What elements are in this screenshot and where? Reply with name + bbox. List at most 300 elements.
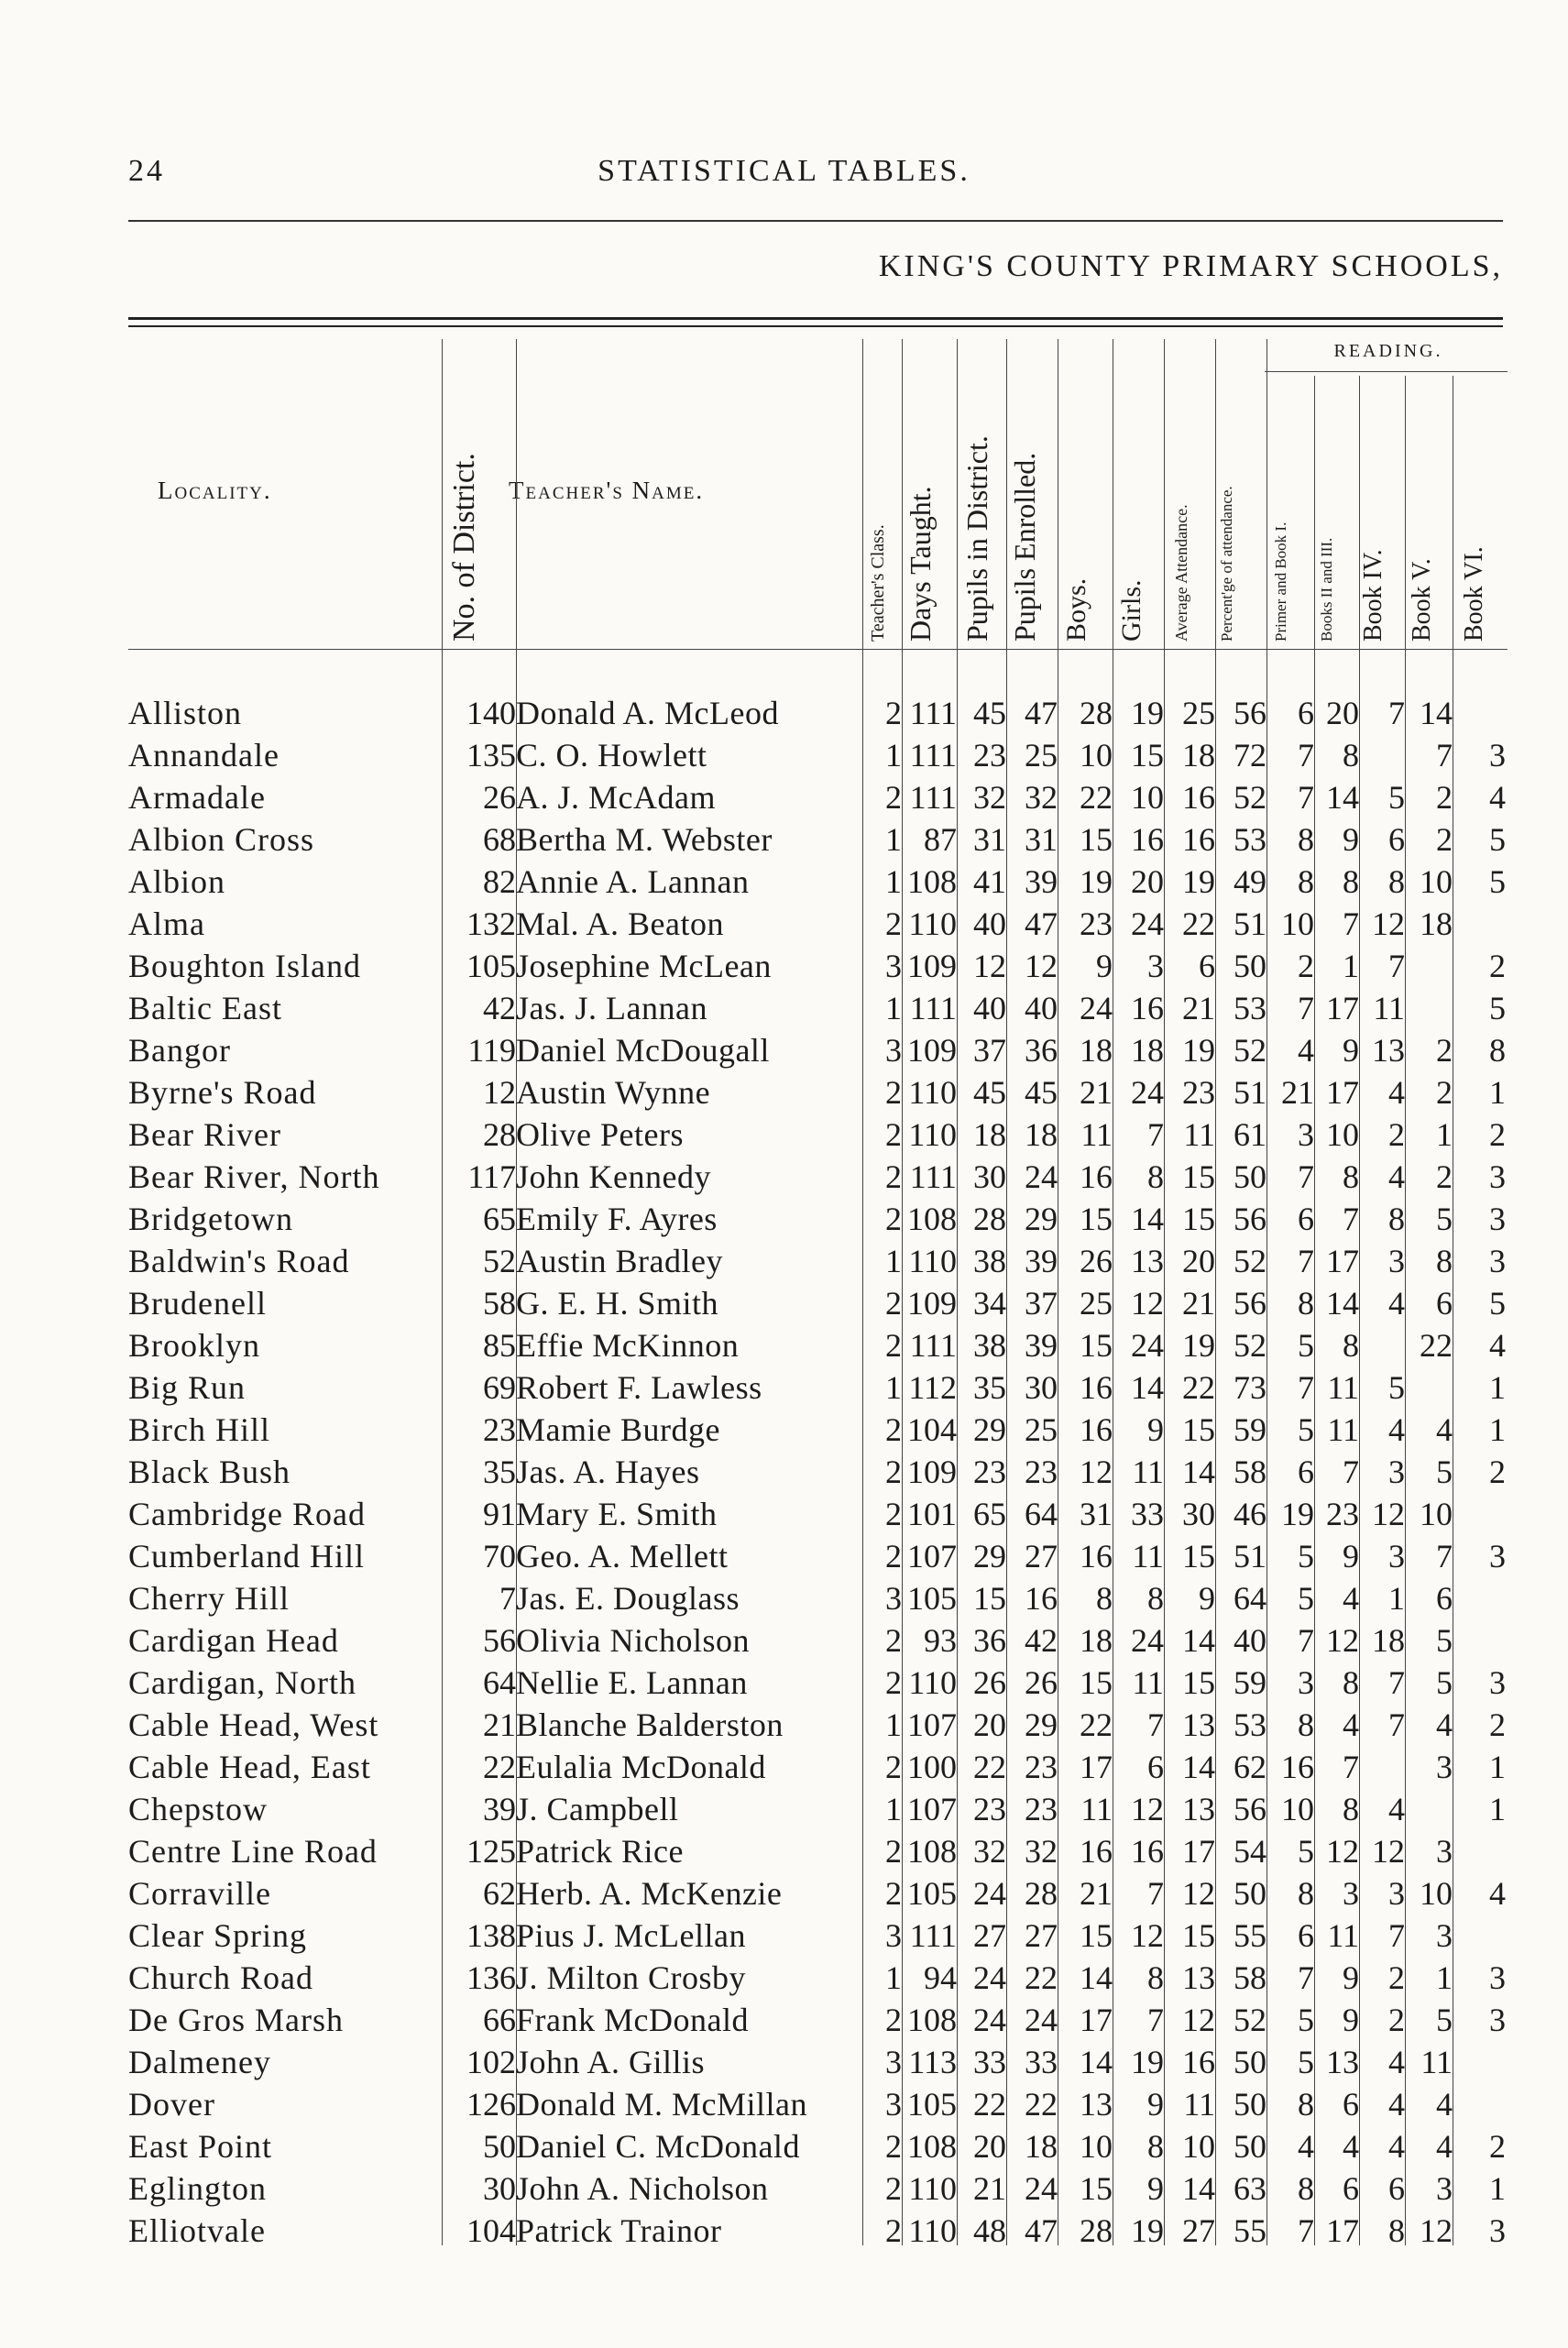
- average-attendance-cell: 11: [1183, 1116, 1215, 1153]
- books-2-3-cell: 9: [1343, 1032, 1359, 1069]
- pupils-enrolled-cell: 23: [1025, 1749, 1058, 1785]
- book4-cell: 5: [1388, 779, 1405, 816]
- books-2-3-cell: 12: [1326, 1622, 1359, 1659]
- teacher-class-cell: 1: [885, 1706, 902, 1743]
- girls-cell: 12: [1131, 1917, 1164, 1954]
- books-2-3-cell: 6: [1343, 2086, 1359, 2123]
- teacher-class-cell: 3: [885, 2086, 902, 2123]
- teacher-class-cell: 2: [885, 1833, 902, 1870]
- pupils-enrolled-cell: 22: [1025, 1959, 1058, 1996]
- teacher-name-cell: Mary E. Smith: [516, 1496, 718, 1532]
- pupils-in-district-cell: 15: [973, 1580, 1006, 1617]
- percent-attendance-cell: 52: [1234, 779, 1266, 816]
- header-girls: Girls.: [1116, 579, 1146, 642]
- boys-cell: 10: [1080, 2128, 1113, 2165]
- teacher-class-cell: 2: [885, 2212, 902, 2249]
- district-no-cell: 91: [483, 1496, 516, 1532]
- books-2-3-cell: 11: [1327, 1369, 1359, 1406]
- book4-cell: 18: [1372, 1622, 1405, 1659]
- teacher-name-cell: Eulalia McDonald: [516, 1749, 766, 1785]
- book6-cell: 1: [1489, 2170, 1506, 2207]
- locality-cell: Cardigan, North: [128, 1664, 356, 1701]
- district-no-cell: 21: [483, 1706, 516, 1743]
- teacher-class-cell: 2: [885, 1875, 902, 1912]
- percent-attendance-cell: 50: [1234, 2044, 1266, 2080]
- book4-cell: [1359, 734, 1405, 776]
- table-row: [128, 861, 1506, 903]
- header-teacher-class: Teacher's Class.: [868, 524, 888, 642]
- book5-cell: 1: [1436, 1116, 1453, 1153]
- book6-cell: [1453, 2083, 1506, 2125]
- book5-cell: 12: [1420, 2212, 1453, 2249]
- header-pupils-enrolled: Pupils Enrolled.: [1008, 452, 1041, 642]
- teacher-class-cell: 1: [885, 1243, 902, 1279]
- percent-attendance-cell: 56: [1234, 1791, 1266, 1827]
- pupils-in-district-cell: 40: [973, 990, 1006, 1026]
- district-no-cell: 62: [483, 1875, 516, 1912]
- percent-attendance-cell: 55: [1234, 2212, 1266, 2249]
- pupils-in-district-cell: 40: [973, 905, 1006, 942]
- boys-cell: 9: [1096, 948, 1113, 984]
- boys-cell: 11: [1080, 1791, 1113, 1827]
- boys-cell: 18: [1080, 1032, 1113, 1069]
- primer-book1-cell: 7: [1298, 737, 1314, 774]
- teacher-name-cell: Emily F. Ayres: [516, 1201, 718, 1237]
- average-attendance-cell: 12: [1182, 1875, 1215, 1912]
- primer-book1-cell: 4: [1298, 1032, 1314, 1069]
- table-row: [128, 1451, 1506, 1493]
- teacher-class-cell: 2: [885, 1074, 902, 1111]
- pupils-in-district-cell: 45: [973, 695, 1006, 731]
- book6-cell: 3: [1489, 1243, 1506, 1279]
- percent-attendance-cell: 73: [1234, 1369, 1266, 1406]
- average-attendance-cell: 15: [1182, 1201, 1215, 1237]
- locality-cell: Corraville: [128, 1875, 271, 1912]
- table-row: [128, 1282, 1506, 1324]
- teacher-name-cell: Frank McDonald: [516, 2002, 749, 2038]
- locality-cell: Cable Head, East: [128, 1749, 371, 1785]
- pupils-in-district-cell: 37: [973, 1032, 1006, 1069]
- average-attendance-cell: 14: [1182, 2170, 1215, 2207]
- books-2-3-cell: 9: [1343, 1538, 1359, 1574]
- days-taught-cell: 112: [908, 1369, 957, 1406]
- district-no-cell: 132: [466, 905, 516, 942]
- book5-cell: [1405, 987, 1453, 1029]
- pupils-in-district-cell: 26: [973, 1664, 1006, 1701]
- average-attendance-cell: 15: [1182, 1158, 1215, 1195]
- pupils-in-district-cell: 34: [973, 1285, 1006, 1322]
- teacher-class-cell: 3: [885, 1917, 902, 1954]
- table-row: [128, 1872, 1506, 1915]
- teacher-class-cell: 1: [885, 1959, 902, 1996]
- book6-cell: [1453, 1493, 1506, 1535]
- books-2-3-cell: 9: [1343, 1959, 1359, 1996]
- average-attendance-cell: 22: [1182, 1369, 1215, 1406]
- pupils-enrolled-cell: 37: [1025, 1285, 1058, 1322]
- pupils-enrolled-cell: 42: [1025, 1622, 1058, 1659]
- girls-cell: 14: [1131, 1369, 1164, 1406]
- girls-cell: 15: [1131, 737, 1164, 774]
- percent-attendance-cell: 59: [1234, 1664, 1266, 1701]
- pupils-enrolled-cell: 27: [1025, 1538, 1058, 1574]
- district-no-cell: 82: [483, 863, 516, 900]
- boys-cell: 28: [1080, 2212, 1113, 2249]
- teacher-class-cell: 2: [885, 2170, 902, 2207]
- books-2-3-cell: 11: [1327, 1411, 1359, 1448]
- primer-book1-cell: 7: [1298, 1158, 1314, 1195]
- teacher-name-cell: Geo. A. Mellett: [516, 1538, 729, 1574]
- teacher-name-cell: Austin Bradley: [516, 1243, 723, 1279]
- table-row: [128, 1324, 1506, 1366]
- locality-cell: Cardigan Head: [128, 1622, 339, 1659]
- teacher-class-cell: 3: [885, 2044, 902, 2080]
- table-row: [128, 1662, 1506, 1704]
- book5-cell: 10: [1420, 863, 1453, 900]
- average-attendance-cell: 10: [1182, 2128, 1215, 2165]
- book6-cell: 1: [1489, 1411, 1506, 1448]
- days-taught-cell: 110: [908, 1664, 957, 1701]
- book5-cell: [1405, 1788, 1453, 1830]
- book4-cell: 3: [1388, 1538, 1405, 1574]
- girls-cell: 19: [1131, 695, 1164, 731]
- pupils-in-district-cell: 36: [973, 1622, 1006, 1659]
- book4-cell: 2: [1388, 2002, 1405, 2038]
- locality-cell: Albion: [128, 863, 226, 900]
- book4-cell: 4: [1388, 2044, 1405, 2080]
- books-2-3-cell: 4: [1343, 2128, 1359, 2165]
- pupils-in-district-cell: 24: [973, 2002, 1006, 2038]
- days-taught-cell: 108: [907, 2128, 957, 2165]
- district-no-cell: 39: [483, 1791, 516, 1827]
- teacher-class-cell: 2: [885, 779, 902, 816]
- average-attendance-cell: 14: [1182, 1454, 1215, 1490]
- primer-book1-cell: 5: [1298, 1833, 1314, 1870]
- girls-cell: 9: [1147, 2170, 1164, 2207]
- pupils-in-district-cell: 41: [973, 863, 1006, 900]
- books-2-3-cell: 17: [1326, 990, 1359, 1026]
- table-row: [128, 1619, 1506, 1662]
- book5-cell: 7: [1436, 737, 1453, 774]
- primer-book1-cell: 8: [1298, 1706, 1314, 1743]
- book5-cell: 4: [1436, 1706, 1453, 1743]
- books-2-3-cell: 13: [1326, 2044, 1359, 2080]
- locality-cell: Cherry Hill: [128, 1580, 290, 1617]
- book5-cell: 3: [1436, 1917, 1453, 1954]
- pupils-enrolled-cell: 27: [1025, 1917, 1058, 1954]
- boys-cell: 16: [1080, 1369, 1113, 1406]
- days-taught-cell: 94: [924, 1959, 957, 1996]
- district-no-cell: 69: [483, 1369, 516, 1406]
- table-row: [128, 1156, 1506, 1198]
- book4-cell: 7: [1388, 1664, 1405, 1701]
- percent-attendance-cell: 50: [1234, 1875, 1266, 1912]
- teacher-name-cell: Bertha M. Webster: [516, 821, 773, 858]
- pupils-in-district-cell: 23: [973, 1454, 1006, 1490]
- pupils-enrolled-cell: 31: [1025, 821, 1058, 858]
- primer-book1-cell: 7: [1298, 990, 1314, 1026]
- pupils-in-district-cell: 20: [973, 2128, 1006, 2165]
- pupils-in-district-cell: 45: [973, 1074, 1006, 1111]
- book6-cell: 3: [1489, 1158, 1506, 1195]
- books-2-3-cell: 11: [1327, 1917, 1359, 1954]
- pupils-in-district-cell: 12: [973, 948, 1006, 984]
- book4-cell: 4: [1388, 2086, 1405, 2123]
- teacher-name-cell: Jas. E. Douglass: [516, 1580, 740, 1617]
- pupils-in-district-cell: 38: [973, 1243, 1006, 1279]
- pupils-in-district-cell: 23: [973, 737, 1006, 774]
- books-2-3-cell: 7: [1343, 1201, 1359, 1237]
- district-no-cell: 35: [483, 1454, 516, 1490]
- primer-book1-cell: 16: [1281, 1749, 1314, 1785]
- book4-cell: 8: [1388, 863, 1405, 900]
- book5-cell: 3: [1436, 1749, 1453, 1785]
- pupils-in-district-cell: 18: [973, 1116, 1006, 1153]
- boys-cell: 14: [1080, 1959, 1113, 1996]
- book4-cell: 7: [1388, 1917, 1405, 1954]
- book5-cell: 6: [1436, 1285, 1453, 1322]
- locality-cell: Cable Head, West: [128, 1706, 379, 1743]
- primer-book1-cell: 8: [1298, 821, 1314, 858]
- book6-cell: 4: [1489, 1327, 1506, 1364]
- locality-cell: Cambridge Road: [128, 1496, 366, 1532]
- days-taught-cell: 111: [909, 1917, 957, 1954]
- percent-attendance-cell: 49: [1234, 863, 1266, 900]
- book4-cell: [1359, 1324, 1405, 1366]
- table-row: [128, 1746, 1506, 1788]
- teacher-class-cell: 1: [885, 821, 902, 858]
- pupils-enrolled-cell: 32: [1025, 1833, 1058, 1870]
- locality-cell: Birch Hill: [128, 1411, 270, 1448]
- primer-book1-cell: 7: [1298, 1959, 1314, 1996]
- locality-cell: Centre Line Road: [128, 1833, 378, 1870]
- book5-cell: 8: [1436, 1243, 1453, 1279]
- table-row: [128, 2083, 1506, 2125]
- boys-cell: 10: [1080, 737, 1113, 774]
- boys-cell: 21: [1080, 1074, 1113, 1111]
- pupils-in-district-cell: 29: [973, 1411, 1006, 1448]
- district-no-cell: 56: [483, 1622, 516, 1659]
- table-row: [128, 2125, 1506, 2167]
- boys-cell: 15: [1080, 1327, 1113, 1364]
- books-2-3-cell: 7: [1343, 905, 1359, 942]
- book4-cell: 12: [1372, 905, 1405, 942]
- days-taught-cell: 110: [908, 1243, 957, 1279]
- girls-cell: 8: [1147, 1580, 1164, 1617]
- pupils-enrolled-cell: 24: [1025, 2170, 1058, 2207]
- boys-cell: 16: [1080, 1411, 1113, 1448]
- teacher-class-cell: 2: [885, 1158, 902, 1195]
- boys-cell: 12: [1080, 1454, 1113, 1490]
- girls-cell: 33: [1131, 1496, 1164, 1532]
- percent-attendance-cell: 40: [1234, 1622, 1266, 1659]
- girls-cell: 24: [1131, 1622, 1164, 1659]
- pupils-in-district-cell: 33: [973, 2044, 1006, 2080]
- days-taught-cell: 100: [907, 1749, 957, 1785]
- girls-cell: 18: [1131, 1032, 1164, 1069]
- district-no-cell: 125: [466, 1833, 516, 1870]
- average-attendance-cell: 30: [1182, 1496, 1215, 1532]
- girls-cell: 11: [1132, 1454, 1164, 1490]
- days-taught-cell: 108: [907, 1201, 957, 1237]
- book6-cell: 3: [1489, 1664, 1506, 1701]
- locality-cell: Boughton Island: [128, 948, 361, 984]
- book5-cell: 5: [1436, 1454, 1453, 1490]
- primer-book1-cell: 8: [1298, 2086, 1314, 2123]
- district-no-cell: 50: [483, 2128, 516, 2165]
- book6-cell: [1453, 692, 1506, 734]
- books-2-3-cell: 7: [1343, 1454, 1359, 1490]
- book4-cell: 2: [1388, 1959, 1405, 1996]
- girls-cell: 12: [1131, 1285, 1164, 1322]
- district-no-cell: 85: [483, 1327, 516, 1364]
- girls-cell: 11: [1132, 1664, 1164, 1701]
- percent-attendance-cell: 51: [1234, 1538, 1266, 1574]
- pupils-enrolled-cell: 45: [1025, 1074, 1058, 1111]
- percent-attendance-cell: 51: [1234, 1074, 1266, 1111]
- district-no-cell: 12: [483, 1074, 516, 1111]
- locality-cell: Cumberland Hill: [128, 1538, 365, 1574]
- teacher-class-cell: 2: [885, 695, 902, 731]
- primer-book1-cell: 10: [1281, 905, 1314, 942]
- days-taught-cell: 105: [907, 2086, 957, 2123]
- percent-attendance-cell: 62: [1234, 1749, 1266, 1785]
- header-average-attendance: Average Attendance.: [1172, 504, 1190, 642]
- book5-cell: 11: [1420, 2044, 1453, 2080]
- pupils-enrolled-cell: 22: [1025, 2086, 1058, 2123]
- book4-cell: 11: [1373, 990, 1405, 1026]
- book5-cell: 2: [1436, 821, 1453, 858]
- primer-book1-cell: 2: [1298, 948, 1314, 984]
- locality-cell: East Point: [128, 2128, 273, 2165]
- header-teacher-name: Teacher's Name.: [509, 477, 705, 504]
- table-title: KING'S COUNTY PRIMARY SCHOOLS,: [878, 249, 1503, 283]
- district-no-cell: 68: [483, 821, 516, 858]
- days-taught-cell: 110: [908, 1116, 957, 1153]
- primer-book1-cell: 5: [1298, 1411, 1314, 1448]
- table-row: [128, 1704, 1506, 1746]
- primer-book1-cell: 5: [1298, 1538, 1314, 1574]
- teacher-name-cell: A. J. McAdam: [516, 779, 716, 816]
- percent-attendance-cell: 54: [1234, 1833, 1266, 1870]
- average-attendance-cell: 19: [1182, 1327, 1215, 1364]
- average-attendance-cell: 15: [1182, 1538, 1215, 1574]
- days-taught-cell: 110: [908, 2170, 957, 2207]
- district-no-cell: 58: [483, 1285, 516, 1322]
- girls-cell: 6: [1147, 1749, 1164, 1785]
- books-2-3-cell: 6: [1343, 2170, 1359, 2207]
- book6-cell: 3: [1489, 1538, 1506, 1574]
- district-no-cell: 138: [466, 1917, 516, 1954]
- book6-cell: 2: [1489, 1116, 1506, 1153]
- book6-cell: [1453, 1830, 1506, 1872]
- boys-cell: 16: [1080, 1538, 1113, 1574]
- table-row: [128, 2210, 1506, 2252]
- table-row: [128, 776, 1506, 818]
- days-taught-cell: 110: [908, 2212, 957, 2249]
- locality-cell: Clear Spring: [128, 1917, 307, 1954]
- book4-cell: [1359, 1746, 1405, 1788]
- pupils-in-district-cell: 22: [973, 2086, 1006, 2123]
- district-no-cell: 42: [483, 990, 516, 1026]
- book5-cell: 2: [1436, 1158, 1453, 1195]
- district-no-cell: 117: [467, 1158, 516, 1195]
- books-2-3-cell: 4: [1343, 1580, 1359, 1617]
- header-locality: Locality.: [158, 477, 272, 504]
- average-attendance-cell: 15: [1182, 1411, 1215, 1448]
- primer-book1-cell: 19: [1281, 1496, 1314, 1532]
- district-no-cell: 104: [466, 2212, 516, 2249]
- table-row: [128, 1915, 1506, 1957]
- teacher-name-cell: C. O. Howlett: [516, 737, 707, 774]
- teacher-class-cell: 1: [885, 863, 902, 900]
- locality-cell: Big Run: [128, 1369, 247, 1406]
- book5-cell: 6: [1436, 1580, 1453, 1617]
- percent-attendance-cell: 56: [1234, 1285, 1266, 1322]
- average-attendance-cell: 13: [1182, 1959, 1215, 1996]
- book4-cell: 12: [1372, 1496, 1405, 1532]
- average-attendance-cell: 22: [1182, 905, 1215, 942]
- average-attendance-cell: 9: [1199, 1580, 1215, 1617]
- table-row: [128, 1788, 1506, 1830]
- table-row: [128, 1535, 1506, 1577]
- days-taught-cell: 107: [907, 1538, 957, 1574]
- locality-cell: De Gros Marsh: [128, 2002, 344, 2038]
- average-attendance-cell: 13: [1182, 1791, 1215, 1827]
- pupils-enrolled-cell: 25: [1025, 737, 1058, 774]
- table-row: [128, 1999, 1506, 2041]
- primer-book1-cell: 7: [1298, 2212, 1314, 2249]
- girls-cell: 9: [1147, 2086, 1164, 2123]
- district-no-cell: 64: [483, 1664, 516, 1701]
- books-2-3-cell: 20: [1326, 695, 1359, 731]
- girls-cell: 19: [1131, 2044, 1164, 2080]
- percent-attendance-cell: 56: [1234, 695, 1266, 731]
- table-row: [128, 1957, 1506, 1999]
- header-book6: Book VI.: [1460, 546, 1488, 642]
- book4-cell: 3: [1388, 1243, 1405, 1279]
- girls-cell: 7: [1147, 1116, 1164, 1153]
- table-row: [128, 818, 1506, 861]
- average-attendance-cell: 16: [1182, 779, 1215, 816]
- average-attendance-cell: 15: [1182, 1917, 1215, 1954]
- table-row: [128, 1198, 1506, 1240]
- books-2-3-cell: 17: [1326, 1243, 1359, 1279]
- district-no-cell: 136: [466, 1959, 516, 1996]
- average-attendance-cell: 17: [1182, 1833, 1215, 1870]
- percent-attendance-cell: 58: [1234, 1959, 1266, 1996]
- boys-cell: 15: [1080, 1917, 1113, 1954]
- teacher-class-cell: 2: [885, 1327, 902, 1364]
- teacher-name-cell: John A. Nicholson: [516, 2170, 769, 2207]
- girls-cell: 24: [1131, 1327, 1164, 1364]
- books-2-3-cell: 8: [1343, 737, 1359, 774]
- books-2-3-cell: 8: [1343, 1791, 1359, 1827]
- teacher-class-cell: 1: [885, 1369, 902, 1406]
- teacher-name-cell: Donald A. McLeod: [516, 695, 779, 731]
- locality-cell: Annandale: [128, 737, 280, 774]
- boys-cell: 25: [1080, 1285, 1113, 1322]
- days-taught-cell: 109: [907, 1285, 957, 1322]
- pupils-enrolled-cell: 23: [1025, 1454, 1058, 1490]
- boys-cell: 19: [1080, 863, 1113, 900]
- pupils-in-district-cell: 32: [973, 779, 1006, 816]
- percent-attendance-cell: 46: [1234, 1496, 1266, 1532]
- header-percent-attendance: Percent'ge of attendance.: [1218, 486, 1235, 642]
- teacher-name-cell: J. Milton Crosby: [516, 1959, 747, 1996]
- pupils-enrolled-cell: 24: [1025, 2002, 1058, 2038]
- days-taught-cell: 110: [908, 1074, 957, 1111]
- district-no-cell: 23: [483, 1411, 516, 1448]
